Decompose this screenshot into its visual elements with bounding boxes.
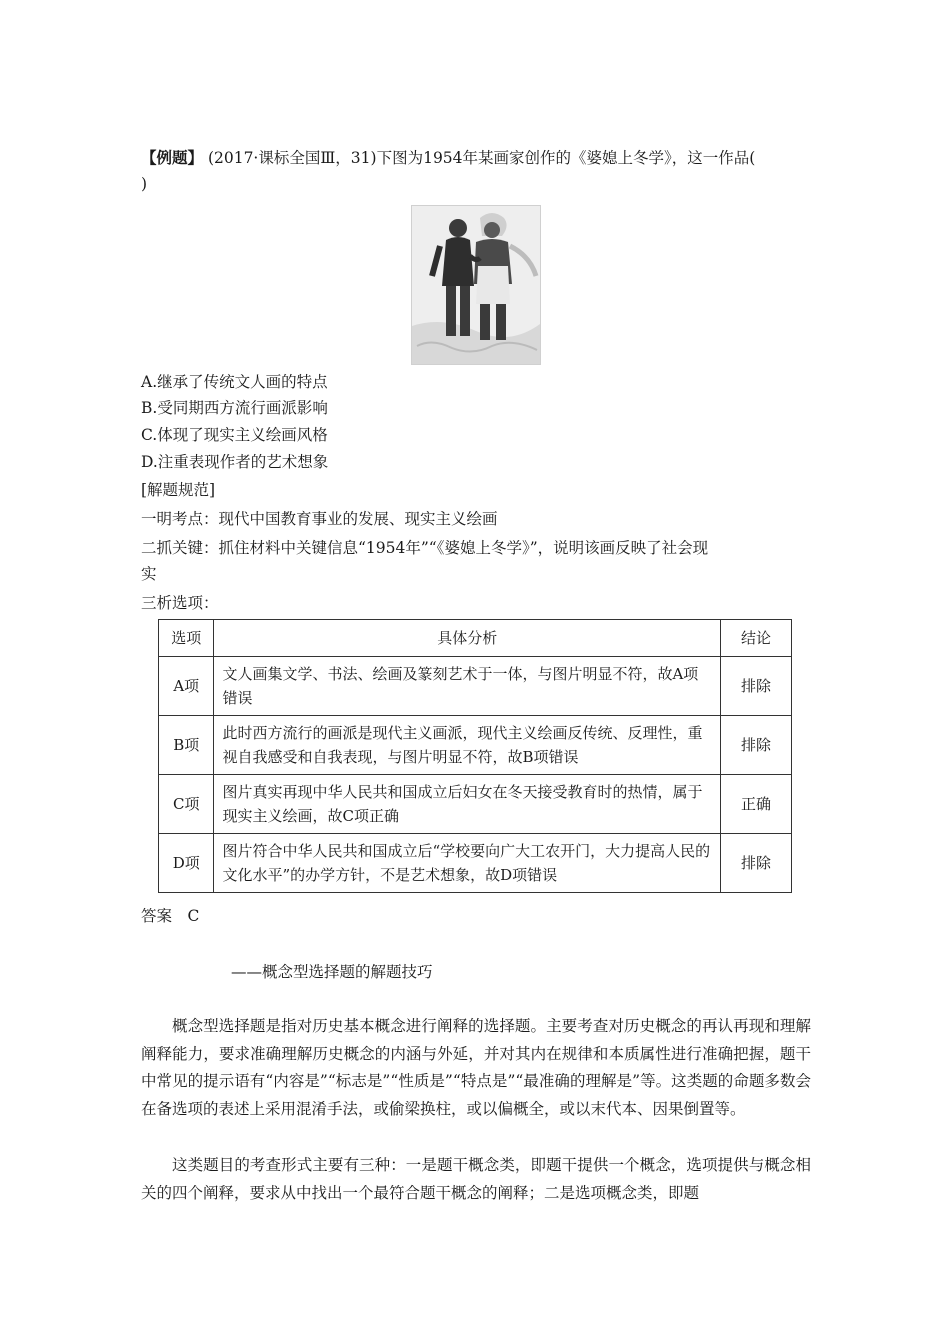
solution-title: [解题规范]: [141, 481, 216, 499]
table-header-option: 选项: [159, 620, 214, 657]
painting-illustration: [411, 205, 541, 365]
option-d: D.注重表现作者的艺术想象: [141, 453, 329, 471]
question-stem-line1: [141, 145, 811, 171]
table-row: [159, 716, 792, 775]
table-cell-option: B项: [159, 716, 214, 775]
table-cell-analysis: 文人画集文学、书法、绘画及篆刻艺术于一体，与图片明显不符，故A项错误: [214, 657, 721, 716]
table-row: [159, 657, 792, 716]
section-title: ——概念型选择题的解题技巧: [231, 963, 433, 981]
table-cell-conclusion: 排除: [721, 834, 792, 893]
analysis-table: [158, 619, 792, 893]
question-stem-line2: ): [141, 175, 148, 193]
option-c: C.体现了现实主义绘画风格: [141, 426, 328, 444]
table-cell-option: D项: [159, 834, 214, 893]
solution-step2-line1: 二抓关键：抓住材料中关键信息“1954年”“《婆媳上冬学》”，说明该画反映了社会现: [141, 539, 709, 557]
table-cell-option: C项: [159, 775, 214, 834]
table-cell-conclusion: 正确: [721, 775, 792, 834]
painting-image: [412, 206, 540, 364]
table-cell-conclusion: 排除: [721, 716, 792, 775]
table-row: [159, 775, 792, 834]
option-a: A.继承了传统文人画的特点: [141, 373, 328, 391]
table-cell-analysis: 图片符合中华人民共和国成立后“学校要向广大工农开门，大力提高人民的文化水平”的办学方针，不是艺术想象，故D项错误: [214, 834, 721, 893]
solution-step1: 一明考点：现代中国教育事业的发展、现实主义绘画: [141, 510, 498, 528]
paragraph-2: 这类题目的考查形式主要有三种：一是题干概念类，即题干提供一个概念，选项提供与概念相关的四个阐释，要求从中找出一个最符合题干概念的阐释；二是选项概念类，即题: [141, 1156, 811, 1202]
solution-step2-line2: 实: [141, 565, 157, 583]
table-cell-analysis: 此时西方流行的画派是现代主义画派，现代主义绘画反传统、反理性，重视自我感受和自我表现，与图片明显不符，故B项错误: [214, 716, 721, 775]
table-row: [159, 834, 792, 893]
question-label: 【例题】: [141, 148, 204, 167]
table-cell-option: A项: [159, 657, 214, 716]
paragraph-1: 概念型选择题是指对历史基本概念进行阐释的选择题。主要考查对历史概念的再认再现和理解阐释能力，要求准确理解历史概念的内涵与外延，并对其内在规律和本质属性进行准确把握，题干中常见的提示语有“内容是”“标志是”“性质是”“特点是”“最准确的理解是”等。这类题的命题多数会在备选项的表述上采用混淆手法，或偷梁换柱，或以偏概全，或以末代本、因果倒置等。: [141, 1017, 811, 1118]
table-header-analysis: 具体分析: [214, 620, 721, 657]
table-header-row: [159, 620, 792, 657]
table-cell-analysis: 图片真实再现中华人民共和国成立后妇女在冬天接受教育时的热情，属于现实主义绘画，故C项正确: [214, 775, 721, 834]
table-header-conclusion: 结论: [721, 620, 792, 657]
table-cell-conclusion: 排除: [721, 657, 792, 716]
answer: 答案 C: [141, 907, 200, 925]
question-stem-text: (2017·课标全国Ⅲ，31)下图为1954年某画家创作的《婆媳上冬学》，这一作品(: [203, 149, 756, 167]
option-b: B.受同期西方流行画派影响: [141, 399, 328, 417]
solution-step3: 三析选项：: [141, 594, 219, 612]
